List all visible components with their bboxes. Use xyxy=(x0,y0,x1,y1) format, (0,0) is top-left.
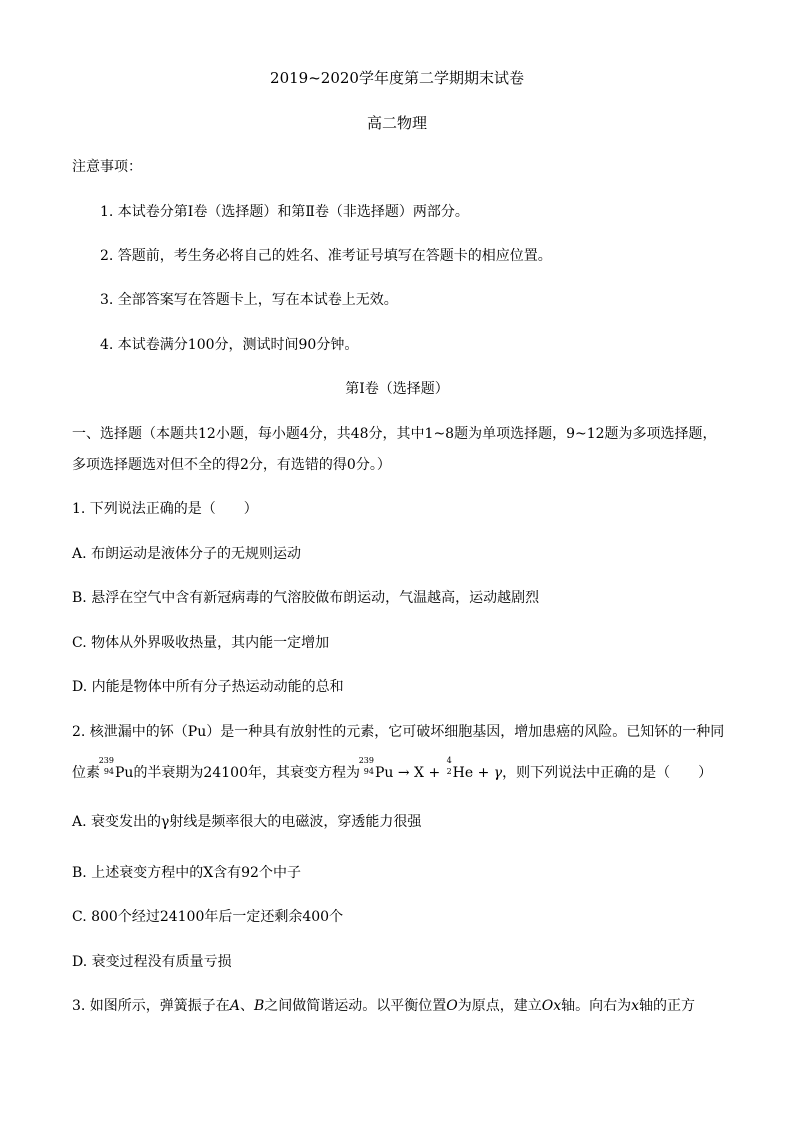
point-o: O xyxy=(446,998,458,1014)
q3-text-a: 3. 如图所示，弹簧振子在 xyxy=(72,998,230,1014)
pu-isotope-index-eq xyxy=(360,757,374,777)
q3-stem-line1 xyxy=(72,996,695,1016)
q1-option-b: B. 悬浮在空气中含有新冠病毒的气溶胶做布朗运动，气温越高，运动越剧烈 xyxy=(72,590,540,606)
q1-option-c: C. 物体从外界吸收热量，其内能一定增加 xyxy=(72,635,330,651)
he-mass-number: 4 xyxy=(446,756,452,765)
pu-atomic-number-eq: 94 xyxy=(363,767,374,776)
part1-title: 第Ⅰ卷（选择题） xyxy=(345,381,449,397)
q3-text-b: 之间做简谐运动。以平衡位置 xyxy=(264,998,447,1014)
notice-item: 3. 全部答案写在答题卡上，写在本试卷上无效。 xyxy=(100,292,398,308)
pu-symbol: Pu xyxy=(115,765,134,781)
q2-option-c: C. 800个经过24100年后一定还剩余400个 xyxy=(72,909,344,925)
q1-option-a: A. 布朗运动是液体分子的无规则运动 xyxy=(72,546,302,562)
pu-symbol-eq: Pu xyxy=(374,765,394,781)
axis-x: x xyxy=(631,998,639,1014)
notice-item: 1. 本试卷分第Ⅰ卷（选择题）和第Ⅱ卷（非选择题）两部分。 xyxy=(100,204,469,220)
q2-option-d: D. 衰变过程没有质量亏损 xyxy=(72,954,232,970)
point-b: B xyxy=(253,998,265,1014)
point-a: A xyxy=(229,998,240,1014)
part1-instructions-line1: 一、选择题（本题共12小题，每小题4分，共48分，其中1~8题为单项选择题，9~12题为多项选择题， xyxy=(72,426,717,442)
q2-text-c: ，则下列说法中正确的是（ ） xyxy=(502,765,713,781)
q2-option-b: B. 上述衰变方程中的X含有92个中子 xyxy=(72,865,301,881)
q2-stem-line2 xyxy=(72,757,712,783)
q1-stem: 1. 下列说法正确的是（ ） xyxy=(72,501,258,517)
he-atomic-number: 2 xyxy=(446,767,452,776)
he-isotope-index xyxy=(445,757,452,777)
decay-arrow-x: → X + xyxy=(393,765,445,781)
part1-instructions-line2: 多项选择题选对但不全的得2分，有选错的得0分。） xyxy=(72,457,391,473)
notice-item: 2. 答题前，考生务必将自己的姓名、准考证号填写在答题卡的相应位置。 xyxy=(100,248,552,264)
notice-title: 注意事项： xyxy=(72,159,142,175)
exam-title: 2019~2020学年度第二学期期末试卷 xyxy=(270,69,524,87)
q3-sep: 、 xyxy=(239,998,254,1014)
q2-text-a: 位素 xyxy=(72,765,100,781)
q1-option-d: D. 内能是物体中所有分子热运动动能的总和 xyxy=(72,679,344,695)
q3-text-d: 轴。向右为 xyxy=(561,998,632,1014)
q2-option-a: A. 衰变发出的γ射线是频率很大的电磁波，穿透能力很强 xyxy=(72,814,422,830)
pu-atomic-number: 94 xyxy=(103,767,114,776)
gamma-term: + γ xyxy=(473,765,503,781)
axis-ox: Ox xyxy=(541,998,562,1014)
q2-stem-line1: 2. 核泄漏中的钚（Pu）是一种具有放射性的元素，它可破坏细胞基因，增加患癌的风险。已知钚的一种同 xyxy=(72,724,725,740)
q3-text-c: 为原点，建立 xyxy=(457,998,542,1014)
q2-text-b: 的半衰期为24100年，其衰变方程为 xyxy=(133,765,360,781)
subject-title: 高二物理 xyxy=(366,114,427,132)
pu-mass-number: 239 xyxy=(98,756,114,765)
pu-mass-number-eq: 239 xyxy=(358,756,374,765)
notice-item: 4. 本试卷满分100分，测试时间90分钟。 xyxy=(100,337,359,353)
q3-text-e: 轴的正方 xyxy=(639,998,695,1014)
pu-isotope-index xyxy=(100,757,114,777)
he-symbol: He xyxy=(452,765,474,781)
